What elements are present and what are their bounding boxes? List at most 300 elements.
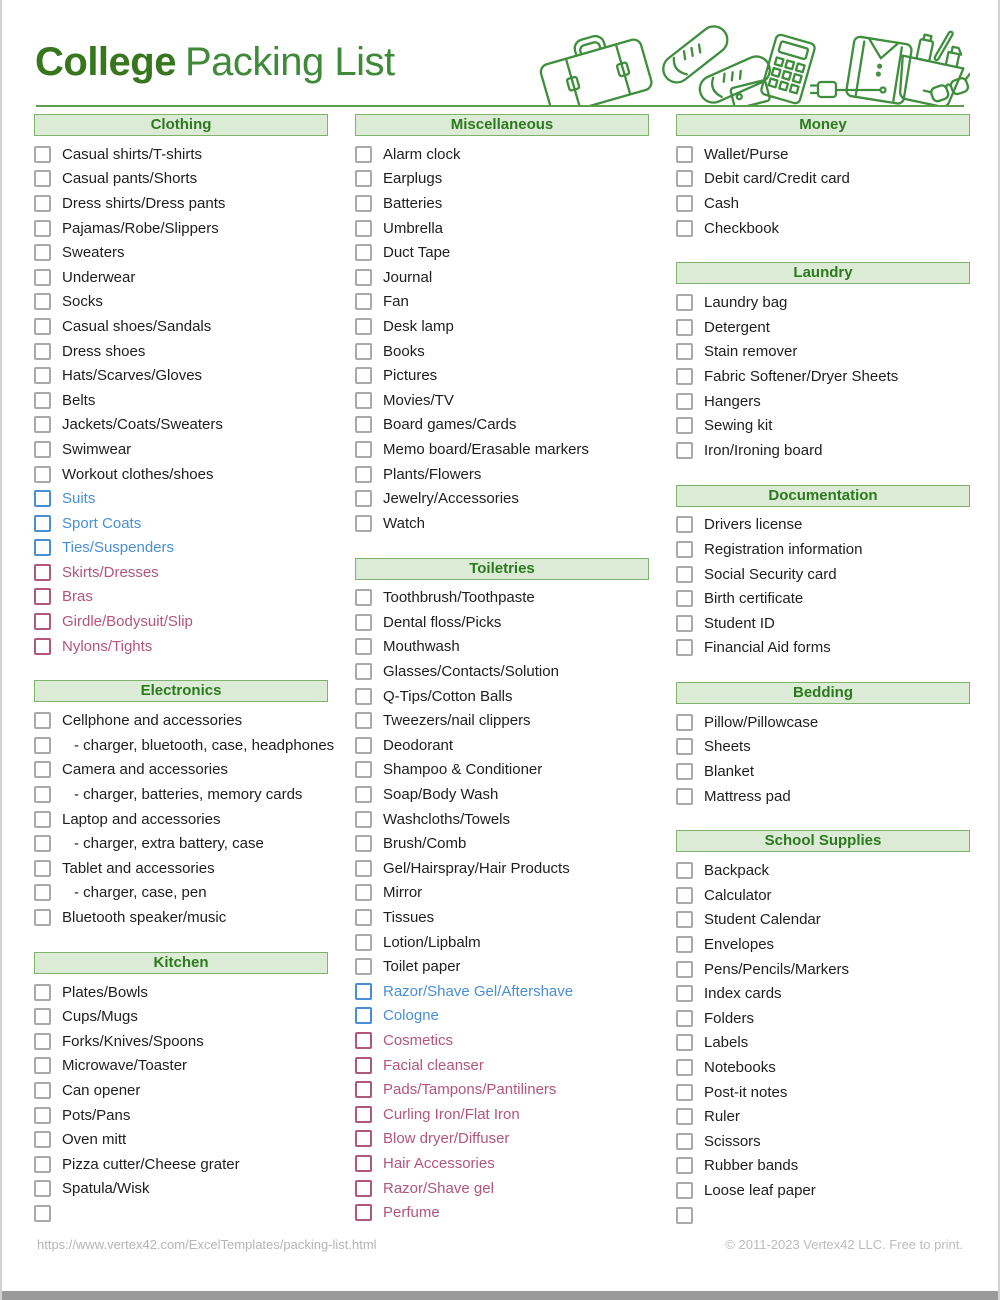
checklist-item [676,562,970,587]
checkbox[interactable] [355,983,372,1000]
checkbox[interactable] [34,392,51,409]
checklist-item [355,290,649,315]
checkbox[interactable] [355,958,372,975]
checklist-item [34,881,328,906]
checklist-item [355,1053,649,1078]
item-label: - charger, batteries, memory cards [74,786,303,804]
checkbox[interactable] [676,961,693,978]
checkbox[interactable] [34,1107,51,1124]
checklist-item [34,856,328,881]
checkbox[interactable] [676,368,693,385]
checkbox[interactable] [676,1108,693,1125]
item-label: Stain remover [704,343,798,361]
checkbox[interactable] [34,761,51,778]
checklist-item [676,191,970,216]
item-label: Camera and accessories [62,761,228,779]
checklist-item [676,611,970,636]
item-label: Social Security card [704,565,837,583]
checkbox[interactable] [34,466,51,483]
checkbox[interactable] [34,613,51,630]
checkbox[interactable] [676,738,693,755]
checkbox[interactable] [355,1130,372,1147]
item-label: Hats/Scarves/Gloves [62,367,203,385]
checklist-item [355,388,649,413]
checkbox[interactable] [676,985,693,1002]
checkbox[interactable] [34,195,51,212]
checklist-item [355,954,649,979]
checkbox[interactable] [676,170,693,187]
section-money [676,114,970,240]
checklist-item [34,905,328,930]
item-label: Bras [62,588,93,606]
checkbox[interactable] [355,934,372,951]
item-label: Tablet and accessories [62,859,215,877]
item-label: Curling Iron/Flat Iron [383,1105,520,1123]
item-label: Plants/Flowers [383,465,482,483]
item-label: Sewing kit [704,417,773,435]
item-label: Underwear [62,268,136,286]
checklist-item [34,1054,328,1079]
item-label: Envelopes [704,936,775,954]
checklist-item [676,413,970,438]
section-header: Toiletries [355,558,649,580]
checkbox[interactable] [34,1156,51,1173]
checkbox[interactable] [355,318,372,335]
checkbox[interactable] [34,1057,51,1074]
checklist-item [676,142,970,167]
checkbox[interactable] [34,515,51,532]
checkbox[interactable] [34,564,51,581]
checkbox[interactable] [34,737,51,754]
checklist-item [34,462,328,487]
item-label: Shampoo & Conditioner [383,761,543,779]
item-label: Washcloths/Towels [383,810,510,828]
section-header: Laundry [676,262,970,284]
item-label: Ties/Suspenders [62,539,175,557]
checkbox[interactable] [676,639,693,656]
item-label: Sweaters [62,244,125,262]
item-label: Birth certificate [704,590,804,608]
checkbox[interactable] [676,1182,693,1199]
checkbox[interactable] [34,909,51,926]
item-label: Sheets [704,738,751,756]
checkbox[interactable] [355,663,372,680]
item-label: Ruler [704,1108,740,1126]
checklist-item [676,759,970,784]
checkbox[interactable] [34,343,51,360]
checkbox[interactable] [34,269,51,286]
item-label: Jewelry/Accessories [383,490,519,508]
checkbox[interactable] [676,220,693,237]
checkbox[interactable] [34,1008,51,1025]
item-label: Blanket [704,763,755,781]
checklist-item [355,486,649,511]
checklist-item [34,191,328,216]
checkbox[interactable] [355,712,372,729]
item-label: Soap/Body Wash [383,786,499,804]
item-label: Swimwear [62,440,132,458]
checklist-item [676,784,970,809]
item-label: Casual shirts/T-shirts [62,145,203,163]
checklist-item [34,1177,328,1202]
checkbox[interactable] [355,343,372,360]
checkbox[interactable] [676,1207,693,1224]
item-label: Movies/TV [383,391,454,409]
checklist-item [355,586,649,611]
checkbox[interactable] [676,1034,693,1051]
checkbox[interactable] [34,811,51,828]
checkbox[interactable] [34,1131,51,1148]
checkbox[interactable] [676,541,693,558]
section-laundry [676,262,970,462]
checklist-item [34,1078,328,1103]
item-label: Watch [383,514,425,532]
checkbox[interactable] [34,146,51,163]
checklist-item [676,513,970,538]
item-label: Index cards [704,985,782,1003]
item-label: Microwave/Toaster [62,1057,188,1075]
item-label: Pens/Pencils/Markers [704,960,850,978]
item-label: - charger, bluetooth, case, headphones [74,736,335,754]
checklist-columns [34,114,970,1249]
checkbox[interactable] [676,393,693,410]
checkbox[interactable] [676,195,693,212]
item-label: Batteries [383,194,443,212]
checkbox[interactable] [355,416,372,433]
checkbox[interactable] [355,1007,372,1024]
checklist-item [34,1103,328,1128]
checklist-item [34,240,328,265]
checkbox[interactable] [676,343,693,360]
item-label: Backpack [704,862,770,880]
checklist-item [355,363,649,388]
checkbox[interactable] [34,786,51,803]
checkbox[interactable] [355,146,372,163]
checklist-item [355,930,649,955]
checkbox[interactable] [355,515,372,532]
sneaker-sole-icon [658,21,733,88]
checklist-item [355,1151,649,1176]
checklist-item [34,265,328,290]
checkbox[interactable] [355,811,372,828]
checklist-item [676,710,970,735]
checklist-item [355,610,649,635]
item-label: Alarm clock [383,145,461,163]
checklist-item [355,1176,649,1201]
checklist-item [34,1152,328,1177]
section-kitchen [34,952,328,1226]
item-label: Debit card/Credit card [704,170,850,188]
section-clothing [34,114,328,658]
checklist-item [355,462,649,487]
section-documentation [676,485,970,661]
checkbox[interactable] [34,220,51,237]
checkbox[interactable] [355,761,372,778]
checklist-item [676,735,970,760]
checklist-item [34,290,328,315]
checkbox[interactable] [676,566,693,583]
checklist-item [676,858,970,883]
item-label: Glasses/Contacts/Solution [383,663,559,681]
checkbox[interactable] [355,884,372,901]
item-label: Rubber bands [704,1157,799,1175]
checklist-item [676,932,970,957]
checkbox[interactable] [34,318,51,335]
checkbox[interactable] [355,392,372,409]
checkbox[interactable] [355,835,372,852]
checkbox[interactable] [355,1057,372,1074]
checkbox[interactable] [34,539,51,556]
item-label: Hangers [704,392,761,410]
item-label: Mirror [383,884,423,902]
checkbox[interactable] [355,195,372,212]
item-label: Suits [62,490,96,508]
item-label: Checkbook [704,219,780,237]
page-bottom-edge [2,1291,998,1300]
checkbox[interactable] [34,293,51,310]
item-label: Mouthwash [383,638,460,656]
item-label: Wallet/Purse [704,145,789,163]
checklist-item [355,733,649,758]
item-label: Journal [383,268,433,286]
checkbox[interactable] [355,589,372,606]
checklist-item [34,142,328,167]
item-label: Laundry bag [704,294,788,312]
checkbox[interactable] [676,1157,693,1174]
checkbox[interactable] [676,146,693,163]
checkbox[interactable] [34,1033,51,1050]
checkbox[interactable] [676,294,693,311]
checkbox[interactable] [676,615,693,632]
checkbox[interactable] [34,1180,51,1197]
item-label: Desk lamp [383,317,454,335]
checklist-item [34,634,328,659]
checklist-item [676,981,970,1006]
checkbox[interactable] [355,170,372,187]
checkbox[interactable] [355,244,372,261]
checkbox[interactable] [355,1106,372,1123]
item-label: Oven mitt [62,1131,127,1149]
checkbox[interactable] [355,614,372,631]
sneaker-sole-icon [696,52,775,106]
checklist-item [355,1200,649,1225]
column-1 [34,114,335,1249]
item-label: Casual shoes/Sandals [62,317,212,335]
checkbox[interactable] [34,884,51,901]
section-header: Clothing [34,114,328,136]
section-header: Money [676,114,970,136]
item-label: Razor/Shave Gel/Aftershave [383,982,574,1000]
checkbox[interactable] [34,441,51,458]
checklist-item [355,1004,649,1029]
checklist-item [34,1127,328,1152]
checkbox[interactable] [676,714,693,731]
checklist-item [355,684,649,709]
checkbox[interactable] [355,1155,372,1172]
checkbox[interactable] [34,712,51,729]
checklist-item [676,340,970,365]
checkbox[interactable] [355,1032,372,1049]
item-label: Fan [383,293,409,311]
checkbox[interactable] [676,1059,693,1076]
checklist-item [34,980,328,1005]
item-label: Can opener [62,1081,141,1099]
checkbox[interactable] [355,367,372,384]
checkbox[interactable] [676,862,693,879]
checkbox[interactable] [676,417,693,434]
item-label: Pictures [383,367,438,385]
item-label: - charger, case, pen [74,884,207,902]
checkbox[interactable] [355,490,372,507]
section-header: Miscellaneous [355,114,649,136]
checklist-item [34,782,328,807]
item-label: Mattress pad [704,787,791,805]
checklist-item [676,1006,970,1031]
checkbox[interactable] [355,638,372,655]
checkbox[interactable] [355,1204,372,1221]
checkbox[interactable] [34,638,51,655]
page-title-regular: Packing List [184,40,395,84]
item-label: Facial cleanser [383,1056,484,1074]
checkbox[interactable] [34,244,51,261]
checklist-item [355,1102,649,1127]
item-label: Bluetooth speaker/music [62,909,227,927]
item-label: Detergent [704,318,770,336]
checklist-item [355,511,649,536]
item-label: Cologne [383,1007,439,1025]
checklist-item [34,609,328,634]
checkbox[interactable] [34,835,51,852]
checklist-item [34,560,328,585]
section-header: Bedding [676,682,970,704]
checkbox[interactable] [676,1084,693,1101]
checklist-item [676,290,970,315]
packing-doodles [530,14,970,106]
checkbox[interactable] [355,688,372,705]
checklist-item [676,636,970,661]
column-2 [355,114,649,1249]
checkbox[interactable] [676,911,693,928]
checklist-item [355,905,649,930]
checklist-item [355,708,649,733]
checkbox[interactable] [355,860,372,877]
checkbox[interactable] [34,170,51,187]
header-divider [36,105,964,107]
checkbox[interactable] [355,269,372,286]
checkbox[interactable] [355,1180,372,1197]
checklist-item [34,1201,328,1226]
item-label: Blow dryer/Diffuser [383,1130,510,1148]
item-label: Tissues [383,909,435,927]
checkbox[interactable] [676,1133,693,1150]
checklist-item [676,1129,970,1154]
item-label: Pillow/Pillowcase [704,713,819,731]
item-label: Student Calendar [704,911,821,929]
checkbox[interactable] [676,887,693,904]
checklist-item [34,807,328,832]
checklist-item [355,191,649,216]
checklist-item [355,339,649,364]
checklist-item [34,585,328,610]
checkbox[interactable] [34,416,51,433]
checkbox[interactable] [676,590,693,607]
checklist-item [355,216,649,241]
item-label: - charger, extra battery, case [74,835,264,853]
checkbox[interactable] [34,588,51,605]
item-label: Fabric Softener/Dryer Sheets [704,367,899,385]
item-label: Workout clothes/shoes [62,465,214,483]
checkbox[interactable] [355,737,372,754]
checkbox[interactable] [676,763,693,780]
checkbox[interactable] [355,220,372,237]
section-miscellaneous [355,114,649,536]
checkbox[interactable] [676,788,693,805]
checklist-item [34,413,328,438]
item-label: Dress shoes [62,342,146,360]
item-label: Calculator [704,886,772,904]
section-header: Kitchen [34,952,328,974]
checklist-item [355,881,649,906]
checkbox[interactable] [355,466,372,483]
checklist-item [355,659,649,684]
item-label: Cash [704,194,740,212]
item-label: Duct Tape [383,244,451,262]
checkbox[interactable] [355,441,372,458]
checkbox[interactable] [355,909,372,926]
checkbox[interactable] [676,516,693,533]
checkbox[interactable] [676,936,693,953]
item-label: Lotion/Lipbalm [383,933,481,951]
checkbox[interactable] [34,367,51,384]
checklist-item [34,536,328,561]
item-label: Cellphone and accessories [62,712,243,730]
checklist-item [34,708,328,733]
checklist-item [676,438,970,463]
checkbox[interactable] [34,984,51,1001]
item-label: Dress shirts/Dress pants [62,194,226,212]
checklist-item [34,1004,328,1029]
checkbox[interactable] [34,1205,51,1222]
item-label: Dental floss/Picks [383,613,502,631]
checkbox[interactable] [676,319,693,336]
item-label: Spatula/Wisk [62,1180,150,1198]
checkbox[interactable] [34,1082,51,1099]
checkbox[interactable] [355,1081,372,1098]
checklist-item [34,363,328,388]
item-label: Deodorant [383,736,454,754]
checklist-item [676,957,970,982]
checkbox[interactable] [676,442,693,459]
checkbox[interactable] [34,860,51,877]
item-label: Pads/Tampons/Pantiliners [383,1081,557,1099]
item-label: Cosmetics [383,1031,454,1049]
checklist-item [355,142,649,167]
checklist-item [34,511,328,536]
checklist-item [34,831,328,856]
section-electronics [34,680,335,929]
checklist-item [34,216,328,241]
checkbox[interactable] [355,293,372,310]
checkbox[interactable] [355,786,372,803]
item-label: Post-it notes [704,1083,788,1101]
checkbox[interactable] [34,490,51,507]
item-label: Razor/Shave gel [383,1179,494,1197]
checkbox[interactable] [676,1010,693,1027]
checklist-item [355,167,649,192]
column-3 [676,114,970,1249]
suitcase-icon [535,24,653,106]
checklist-item [676,908,970,933]
